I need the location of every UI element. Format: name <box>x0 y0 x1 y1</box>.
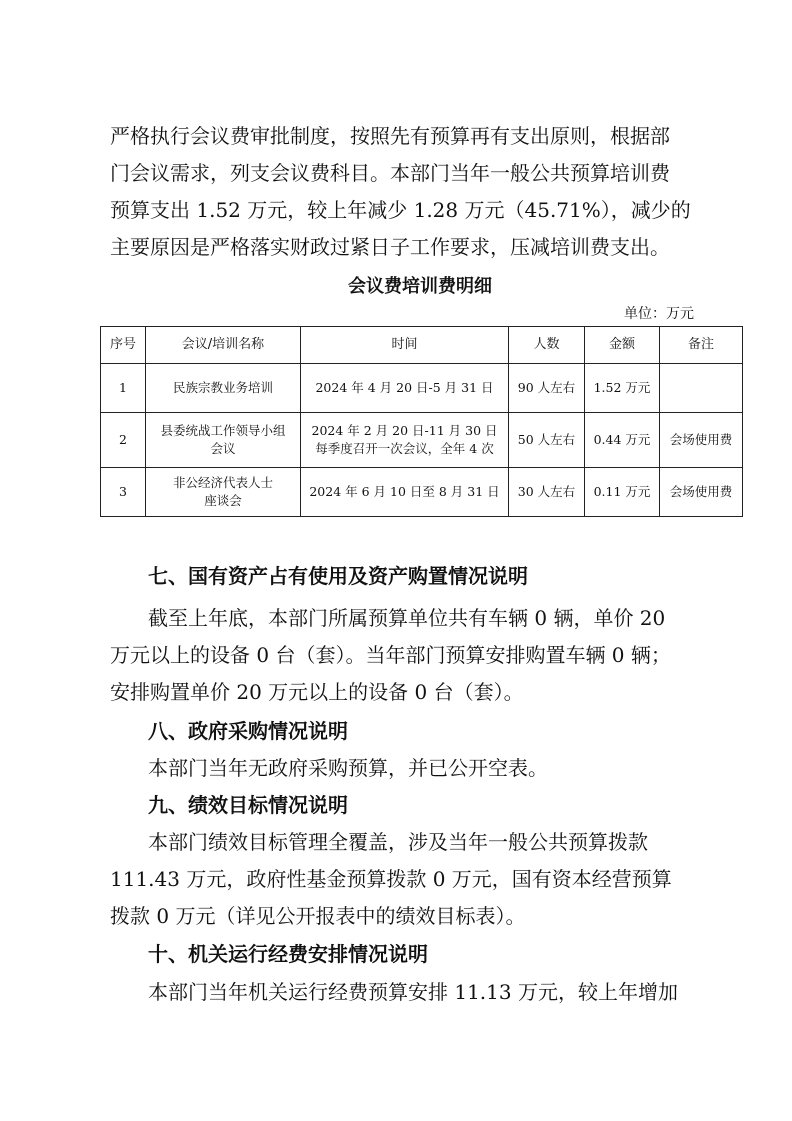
col-header-name: 会议/培训名称 <box>146 327 301 364</box>
col-header-no: 序号 <box>101 327 146 364</box>
col-header-note: 备注 <box>660 327 743 364</box>
cell-name: 非公经济代表人士 座谈会 <box>146 468 301 517</box>
intro-line: 预算支出 1.52 万元，较上年减少 1.28 万元（45.71%），减少的 <box>110 198 691 222</box>
table-row <box>101 413 743 468</box>
section-heading-performance: 九、绩效目标情况说明 <box>148 793 348 817</box>
table-row <box>101 468 743 517</box>
body-line: 本部门当年无政府采购预算，并已公开空表。 <box>148 756 548 780</box>
table-title: 会议费培训费明细 <box>348 276 492 297</box>
cell-name: 县委统战工作领导小组 会议 <box>146 413 301 468</box>
cell-note <box>660 364 743 413</box>
cell-time: 2024 年 4 月 20 日-5 月 31 日 <box>301 364 509 413</box>
cell-amount: 0.44 万元 <box>585 413 660 468</box>
cell-people: 90 人左右 <box>509 364 585 413</box>
intro-line: 严格执行会议费审批制度，按照先有预算再有支出原则，根据部 <box>110 124 670 148</box>
table-header-row <box>101 327 743 364</box>
cell-no: 1 <box>101 364 146 413</box>
body-line: 本部门当年机关运行经费预算安排 11.13 万元，较上年增加 <box>148 980 678 1004</box>
col-header-people: 人数 <box>509 327 585 364</box>
col-header-amount: 金额 <box>585 327 660 364</box>
body-line: 安排购置单价 20 万元以上的设备 0 台（套）。 <box>110 680 524 704</box>
cell-amount: 0.11 万元 <box>585 468 660 517</box>
section-heading-procurement: 八、政府采购情况说明 <box>148 719 348 743</box>
intro-line: 主要原因是严格落实财政过紧日子工作要求，压减培训费支出。 <box>110 235 670 259</box>
cell-no: 2 <box>101 413 146 468</box>
cell-time: 2024 年 6 月 10 日至 8 月 31 日 <box>301 468 509 517</box>
cell-note: 会场使用费 <box>660 413 743 468</box>
body-line: 截至上年底，本部门所属预算单位共有车辆 0 辆，单价 20 <box>148 606 666 630</box>
body-line: 拨款 0 万元（详见公开报表中的绩效目标表）。 <box>110 904 526 928</box>
section-heading-operating-funds: 十、机关运行经费安排情况说明 <box>148 942 428 966</box>
unit-label: 单位：万元 <box>624 306 694 322</box>
cell-note: 会场使用费 <box>660 468 743 517</box>
cell-amount: 1.52 万元 <box>585 364 660 413</box>
body-line: 111.43 万元，政府性基金预算拨款 0 万元，国有资本经营预算 <box>110 867 672 891</box>
col-header-time: 时间 <box>301 327 509 364</box>
meeting-training-fee-table <box>100 326 743 517</box>
intro-line: 门会议需求，列支会议费科目。本部门当年一般公共预算培训费 <box>110 161 670 185</box>
body-line: 万元以上的设备 0 台（套）。当年部门预算安排购置车辆 0 辆； <box>110 643 671 667</box>
body-line: 本部门绩效目标管理全覆盖，涉及当年一般公共预算拨款 <box>148 830 648 854</box>
cell-people: 50 人左右 <box>509 413 585 468</box>
table-row <box>101 364 743 413</box>
cell-time: 2024 年 2 月 20 日-11 月 30 日 每季度召开一次会议，全年 4 次 <box>301 413 509 468</box>
cell-people: 30 人左右 <box>509 468 585 517</box>
cell-name: 民族宗教业务培训 <box>146 364 301 413</box>
cell-no: 3 <box>101 468 146 517</box>
section-heading-assets: 七、国有资产占有使用及资产购置情况说明 <box>148 564 528 588</box>
